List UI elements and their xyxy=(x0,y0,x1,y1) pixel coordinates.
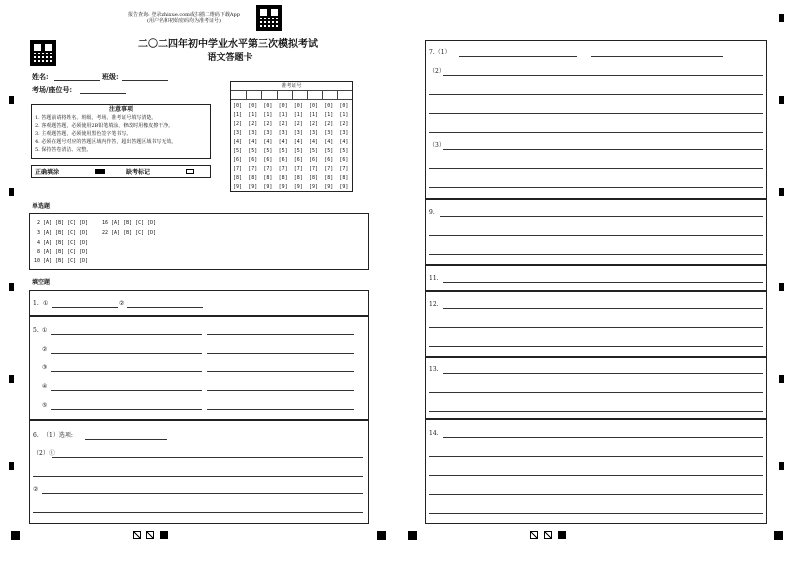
mcq-box xyxy=(29,213,369,270)
class-field[interactable] xyxy=(122,80,168,81)
q6-answer-1b[interactable] xyxy=(33,476,363,477)
admission-digit-bubble[interactable]: [7] xyxy=(324,166,334,172)
alignment-mark xyxy=(9,462,14,470)
q6-number: 6. xyxy=(33,432,39,439)
admission-digit-bubble[interactable]: [7] xyxy=(309,166,319,172)
admission-digit-bubble[interactable]: [1] xyxy=(309,112,319,118)
admission-digit-bubble[interactable]: [0] xyxy=(309,103,319,109)
q13-answer-2[interactable] xyxy=(429,392,763,393)
student-qr-code xyxy=(30,40,56,66)
q7-answer-1a[interactable] xyxy=(459,56,577,57)
q12-answer-3[interactable] xyxy=(429,346,763,347)
admission-digit-bubble[interactable]: [9] xyxy=(324,184,334,190)
admission-digit-bubble[interactable]: [1] xyxy=(278,112,288,118)
mcq-item-10[interactable]: 10 [A] [B] [C] [D] xyxy=(34,258,89,264)
q11-number: 11. xyxy=(429,275,439,282)
admission-digit-bubble[interactable]: [4] xyxy=(309,139,319,145)
admission-digit-bubble[interactable]: [7] xyxy=(233,166,243,172)
admission-digit-bubble[interactable]: [9] xyxy=(263,184,273,190)
q5-answer-2b[interactable] xyxy=(207,353,354,354)
admission-digit-bubble[interactable]: [4] xyxy=(293,139,303,145)
admission-digit-bubble[interactable]: [6] xyxy=(293,157,303,163)
admission-digit-bubble[interactable]: [2] xyxy=(324,121,334,127)
admission-digit-bubble[interactable]: [8] xyxy=(324,175,334,181)
q14-box xyxy=(425,419,767,524)
q6-part1-label: （1）选项: xyxy=(43,432,73,439)
q5-mark-4: ④ xyxy=(42,383,48,390)
q9-answer-3[interactable] xyxy=(429,254,763,255)
note-item: 1. 答题前请将姓名、班级、考场、准考证号填写清楚。 xyxy=(35,115,157,121)
admission-digit-bubble[interactable]: [2] xyxy=(233,121,243,127)
admission-digit-bubble[interactable]: [7] xyxy=(278,166,288,172)
admission-digit-bubble[interactable]: [0] xyxy=(278,103,288,109)
exam-subtitle: 语文答题卡 xyxy=(207,53,253,63)
q12-number: 12. xyxy=(429,301,439,308)
q5-mark-2: ② xyxy=(42,346,48,353)
admission-digit-bubble[interactable]: [8] xyxy=(233,175,243,181)
admission-digit-bubble[interactable]: [7] xyxy=(263,166,273,172)
admission-digit-bubble[interactable]: [8] xyxy=(248,175,258,181)
mcq-item-2[interactable]: 2 [A] [B] [C] [D] xyxy=(37,220,89,226)
admission-digit-bubble[interactable]: [3] xyxy=(339,130,349,136)
download-qr-code[interactable] xyxy=(256,5,282,31)
admission-digit-bubble[interactable]: [6] xyxy=(233,157,243,163)
admission-digit-bubble[interactable]: [5] xyxy=(339,148,349,154)
admission-digit-bubble[interactable]: [6] xyxy=(263,157,273,163)
q11-answer[interactable] xyxy=(443,282,763,283)
mcq-item-8[interactable]: 8 [A] [B] [C] [D] xyxy=(37,249,89,255)
q7-number: 7.（1） xyxy=(429,49,451,56)
q7-answer-2d[interactable] xyxy=(429,132,763,133)
q1-circle-1: ① xyxy=(43,300,49,307)
admission-digit-bubble[interactable]: [6] xyxy=(339,157,349,163)
admission-digit-bubble[interactable]: [3] xyxy=(248,130,258,136)
admission-digit-bubble[interactable]: [5] xyxy=(278,148,288,154)
admission-digit-bubble[interactable]: [4] xyxy=(248,139,258,145)
q6-part2b-label: ② xyxy=(33,486,39,493)
admission-digit-bubble[interactable]: [7] xyxy=(248,166,258,172)
admission-column-divider xyxy=(261,91,262,100)
mcq-item-4[interactable]: 4 [A] [B] [C] [D] xyxy=(37,240,89,246)
q6-answer-2[interactable] xyxy=(42,493,363,494)
admission-digit-bubble[interactable]: [1] xyxy=(339,112,349,118)
q1-circle-2: ② xyxy=(119,300,125,307)
note-item: 4. 必须在题号对应的答题区域内作答，超出答题区域书写无效。 xyxy=(35,139,177,145)
admission-digit-bubble[interactable]: [6] xyxy=(278,157,288,163)
admission-digit-bubble[interactable]: [0] xyxy=(324,103,334,109)
admission-digit-bubble[interactable]: [0] xyxy=(233,103,243,109)
admission-digit-bubble[interactable]: [9] xyxy=(278,184,288,190)
q13-answer-3[interactable] xyxy=(429,411,763,412)
q14-answer-1[interactable] xyxy=(443,437,763,438)
corner-mark xyxy=(774,531,783,540)
class-label: 班级: xyxy=(102,72,119,81)
admission-digit-bubble[interactable]: [8] xyxy=(339,175,349,181)
alignment-mark xyxy=(779,14,784,22)
admission-digit-bubble[interactable]: [1] xyxy=(263,112,273,118)
q6-part2-label: （2）① xyxy=(33,450,55,457)
admission-column-divider xyxy=(337,91,338,100)
q14-number: 14. xyxy=(429,430,439,437)
q11-box xyxy=(425,265,767,291)
q12-answer-2[interactable] xyxy=(429,327,763,328)
admission-digit-bubble[interactable]: [3] xyxy=(263,130,273,136)
admission-column-divider xyxy=(277,91,278,100)
q1-answer-1[interactable] xyxy=(52,307,118,308)
admission-digit-bubble[interactable]: [3] xyxy=(278,130,288,136)
admission-digit-bubble[interactable]: [5] xyxy=(263,148,273,154)
admission-digit-bubble[interactable]: [2] xyxy=(278,121,288,127)
fill-section-title: 填空题 xyxy=(32,279,51,286)
admission-digit-bubble[interactable]: [2] xyxy=(339,121,349,127)
admission-digit-bubble[interactable]: [2] xyxy=(293,121,303,127)
q7-part3-label: （3） xyxy=(429,142,445,149)
q5-mark-5: ⑤ xyxy=(42,402,48,409)
alignment-mark xyxy=(9,375,14,383)
admission-digit-bubble[interactable]: [0] xyxy=(293,103,303,109)
admission-digit-bubble[interactable]: [8] xyxy=(309,175,319,181)
alignment-mark xyxy=(9,283,14,291)
q5-mark-3: ③ xyxy=(42,364,48,371)
q14-answer-4[interactable] xyxy=(429,494,763,495)
room-seat-label: 考场/座位号: xyxy=(32,85,73,94)
q14-answer-2[interactable] xyxy=(429,456,763,457)
page-mark xyxy=(558,531,566,539)
missing-mark-label: 缺考标记 xyxy=(126,169,151,176)
q12-answer-1[interactable] xyxy=(443,308,763,309)
q7-answer-3b[interactable] xyxy=(429,168,763,169)
admission-digit-bubble[interactable]: [5] xyxy=(233,148,243,154)
q1-answer-2[interactable] xyxy=(127,307,203,308)
note-item: 2. 客观题答题，必须使用2B铅笔填涂，修改时用橡皮擦干净。 xyxy=(35,123,174,129)
page-mark xyxy=(146,531,154,539)
admission-digit-bubble[interactable]: [0] xyxy=(263,103,273,109)
admission-digit-bubble[interactable]: [0] xyxy=(339,103,349,109)
admission-digit-bubble[interactable]: [6] xyxy=(248,157,258,163)
admission-digit-bubble[interactable]: [2] xyxy=(309,121,319,127)
admission-digit-bubble[interactable]: [5] xyxy=(248,148,258,154)
alignment-mark xyxy=(779,283,784,291)
alignment-mark xyxy=(779,188,784,196)
corner-mark xyxy=(408,531,417,540)
alignment-mark xyxy=(779,462,784,470)
note-item: 3. 主观题答题，必须使用黑色签字笔书写。 xyxy=(35,131,132,137)
exam-title: 二〇二四年初中学业水平第三次模拟考试 xyxy=(138,39,318,50)
admission-digit-bubble[interactable]: [5] xyxy=(293,148,303,154)
alignment-mark xyxy=(779,96,784,104)
admission-column-divider xyxy=(246,91,247,100)
q7-answer-3c[interactable] xyxy=(429,187,763,188)
admission-digit-bubble[interactable]: [8] xyxy=(278,175,288,181)
admission-digit-bubble[interactable]: [5] xyxy=(324,148,334,154)
q14-answer-5[interactable] xyxy=(429,513,763,514)
mcq-section-title: 单选题 xyxy=(32,203,51,210)
notes-title: 注意事项 xyxy=(108,106,133,113)
admission-digit-bubble[interactable]: [2] xyxy=(248,121,258,127)
admission-column-divider xyxy=(322,91,323,100)
fill-example-box xyxy=(31,165,211,178)
q5-number: 5. xyxy=(33,327,39,334)
admission-digit-bubble[interactable]: [7] xyxy=(293,166,303,172)
q7-part2-label: （2） xyxy=(429,68,445,75)
q6-answer-2b[interactable] xyxy=(33,512,363,513)
admission-digit-bubble[interactable]: [8] xyxy=(263,175,273,181)
missing-mark-checkbox[interactable] xyxy=(186,169,194,174)
admission-number-grid xyxy=(230,81,353,192)
admission-digit-bubble[interactable]: [4] xyxy=(324,139,334,145)
admission-digit-bubble[interactable]: [3] xyxy=(309,130,319,136)
admission-digit-bubble[interactable]: [5] xyxy=(309,148,319,154)
admission-digit-bubble[interactable]: [1] xyxy=(324,112,334,118)
q6-option-answer[interactable] xyxy=(85,439,167,440)
corner-mark xyxy=(11,531,20,540)
q6-box xyxy=(29,420,369,524)
q9-answer-1[interactable] xyxy=(440,216,763,217)
q13-answer-1[interactable] xyxy=(443,373,763,374)
admission-digit-bubble[interactable]: [8] xyxy=(293,175,303,181)
q7-answer-2a[interactable] xyxy=(443,75,763,76)
page-mark xyxy=(544,531,552,539)
notice-line-1: 报告查询: 登录zhixue.com或扫描二维码下载App xyxy=(128,12,240,18)
admission-digit-bubble[interactable]: [9] xyxy=(339,184,349,190)
notes-box xyxy=(31,104,211,159)
q5-box xyxy=(29,316,369,420)
corner-mark xyxy=(377,531,386,540)
admission-digit-bubble[interactable]: [3] xyxy=(324,130,334,136)
q5-answer-2a[interactable] xyxy=(51,353,202,354)
admission-column-divider xyxy=(307,91,308,100)
q5-answer-5a[interactable] xyxy=(51,409,202,410)
q7-answer-2c[interactable] xyxy=(429,113,763,114)
notes-list xyxy=(35,115,176,153)
q5-answer-4b[interactable] xyxy=(207,390,354,391)
report-notice xyxy=(118,12,250,24)
notice-line-2: (用户名和初始密码均为准考证号) xyxy=(147,18,221,24)
q5-answer-5b[interactable] xyxy=(207,409,354,410)
admission-digit-bubble[interactable]: [6] xyxy=(309,157,319,163)
q5-answer-4a[interactable] xyxy=(51,390,202,391)
q5-answer-1b[interactable] xyxy=(207,334,354,335)
page-mark xyxy=(133,531,141,539)
mcq-item-22[interactable]: 22 [A] [B] [C] [D] xyxy=(102,230,157,236)
admission-digit-bubble[interactable]: [4] xyxy=(233,139,243,145)
q7-answer-1b[interactable] xyxy=(591,56,723,57)
q9-box xyxy=(425,199,767,265)
admission-digit-bubble[interactable]: [7] xyxy=(339,166,349,172)
correct-fill-label: 正确填涂 xyxy=(35,169,60,176)
alignment-mark xyxy=(9,188,14,196)
q6-answer-1[interactable] xyxy=(52,457,363,458)
admission-column-divider xyxy=(292,91,293,100)
admission-digit-bubble[interactable]: [3] xyxy=(233,130,243,136)
q7-answer-3a[interactable] xyxy=(443,149,763,150)
q1-number: 1. xyxy=(33,300,39,307)
q5-answer-1a[interactable] xyxy=(51,334,202,335)
admission-digit-bubble[interactable]: [4] xyxy=(263,139,273,145)
admission-digit-bubble[interactable]: [6] xyxy=(324,157,334,163)
admission-digit-bubble[interactable]: [3] xyxy=(293,130,303,136)
admission-digit-bubble[interactable]: [9] xyxy=(309,184,319,190)
admission-digit-bubble[interactable]: [1] xyxy=(293,112,303,118)
q5-answer-3a[interactable] xyxy=(51,371,202,372)
name-label: 姓名: xyxy=(32,72,49,81)
alignment-mark xyxy=(779,375,784,383)
q13-number: 13. xyxy=(429,366,439,373)
admission-digit-bubble[interactable]: [1] xyxy=(248,112,258,118)
q7-box xyxy=(425,40,767,199)
q12-box xyxy=(425,291,767,357)
mcq-item-3[interactable]: 3 [A] [B] [C] [D] xyxy=(37,230,89,236)
q9-answer-2[interactable] xyxy=(429,235,763,236)
page-mark xyxy=(160,531,168,539)
admission-digit-bubble[interactable]: [9] xyxy=(248,184,258,190)
page-mark xyxy=(530,531,538,539)
room-seat-field[interactable] xyxy=(80,93,126,94)
q14-answer-3[interactable] xyxy=(429,475,763,476)
note-item: 5. 保持答卷清洁、完整。 xyxy=(35,147,92,153)
admission-digit-bubble[interactable]: [0] xyxy=(248,103,258,109)
q9-number: 9. xyxy=(429,209,435,216)
admission-title: 准考证号 xyxy=(231,83,352,91)
alignment-mark xyxy=(9,96,14,104)
admission-digit-bubble[interactable]: [2] xyxy=(263,121,273,127)
q1-box xyxy=(29,290,369,316)
mcq-item-16[interactable]: 16 [A] [B] [C] [D] xyxy=(102,220,157,226)
correct-fill-sample xyxy=(95,169,105,174)
admission-digit-bubble[interactable]: [9] xyxy=(233,184,243,190)
q5-mark-1: ① xyxy=(42,327,48,334)
admission-digit-bubble[interactable]: [4] xyxy=(278,139,288,145)
q5-answer-3b[interactable] xyxy=(207,371,354,372)
admission-digit-bubble[interactable]: [9] xyxy=(293,184,303,190)
q13-box xyxy=(425,357,767,419)
admission-digit-bubble[interactable]: [1] xyxy=(233,112,243,118)
q7-answer-2b[interactable] xyxy=(429,94,763,95)
admission-digit-bubble[interactable]: [4] xyxy=(339,139,349,145)
name-field[interactable] xyxy=(54,80,100,81)
